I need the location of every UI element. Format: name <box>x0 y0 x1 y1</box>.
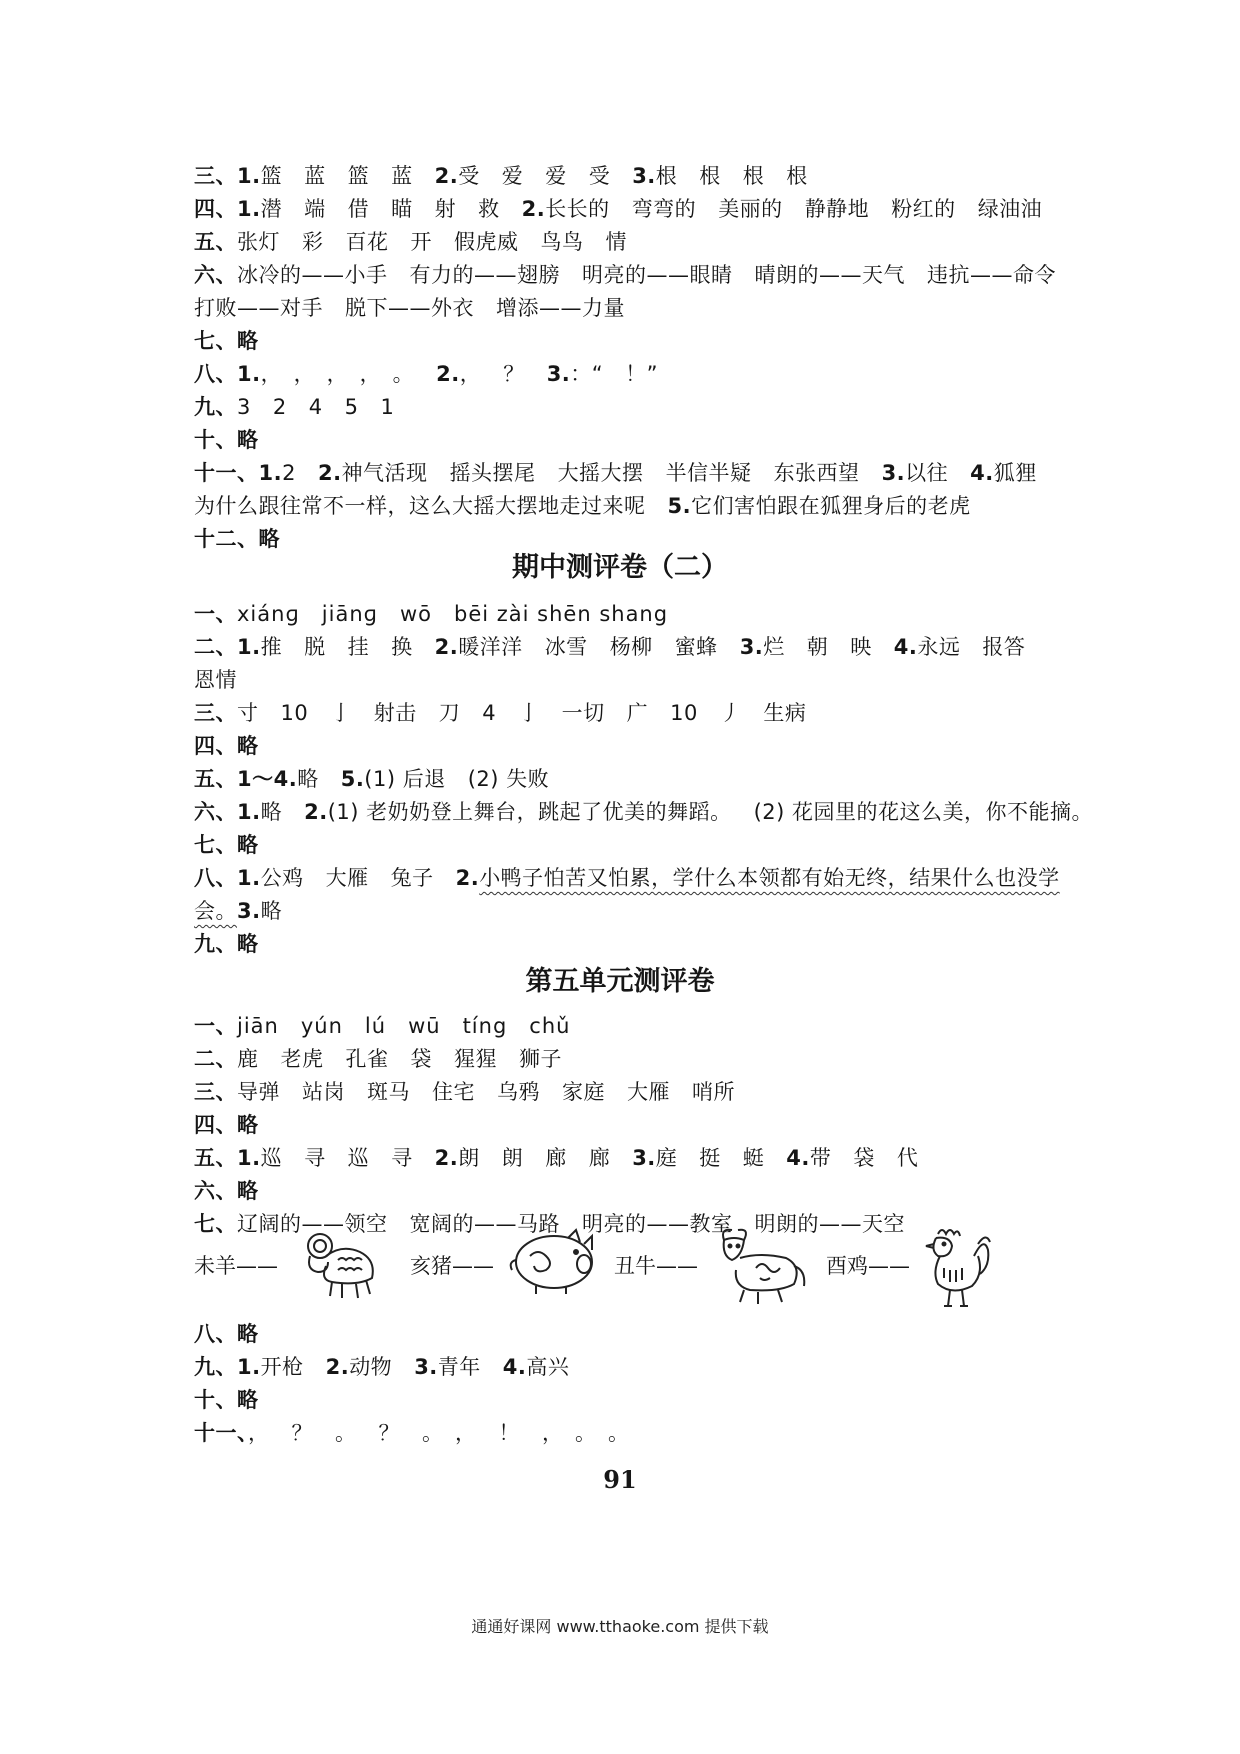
answer-token: 4 <box>482 701 497 725</box>
answer-line <box>194 490 1094 523</box>
sub-question-number: 2. <box>434 635 459 659</box>
answer-token: 百花 <box>345 230 389 254</box>
answer-token: 半信半疑 <box>665 461 752 485</box>
answer-token: 孔雀 <box>345 1047 389 1071</box>
answer-token: 映 <box>850 635 872 659</box>
answer-line <box>194 829 1094 862</box>
answer-line <box>194 193 1094 226</box>
answer-token: 家庭 <box>562 1080 605 1104</box>
answer-token: 住宅 <box>432 1080 475 1104</box>
answer-token: 站岗 <box>302 1080 345 1104</box>
answer-token: (1) 老奶奶登上舞台，跳起了优美的舞蹈。 <box>327 800 732 824</box>
answer-token: 略 <box>297 767 319 791</box>
answer-text: 四、略 <box>194 1113 259 1137</box>
answer-token: 狮子 <box>519 1047 562 1071</box>
answer-token: (2) 失败 <box>467 767 550 791</box>
answer-token: 蓝 <box>391 164 413 188</box>
answer-token: 生病 <box>763 701 807 725</box>
answer-token: ？ <box>378 1421 400 1445</box>
sub-question-number: 5. <box>340 767 365 791</box>
answer-token: 救 <box>478 197 500 221</box>
answer-line <box>194 631 1094 664</box>
answer-token: 寻 <box>304 1146 326 1170</box>
answer-line <box>194 1384 1094 1417</box>
answer-line <box>194 895 1094 928</box>
pinyin-answer: lú <box>364 1014 387 1038</box>
answer-token: 打败——对手 <box>194 296 323 320</box>
answer-token: (1) 后退 <box>364 767 446 791</box>
section-title: 第五单元测评卷 <box>525 966 715 997</box>
pinyin-answer: wō <box>399 602 432 626</box>
question-number: 七、 <box>194 1212 237 1236</box>
answer-token: 暖洋洋 <box>458 635 523 659</box>
question-number: 八、 <box>194 866 237 890</box>
section-title: 期中测评卷（二） <box>512 552 728 583</box>
answer-token: 鹿 <box>237 1047 259 1071</box>
answer-text: 十、略 <box>194 428 259 452</box>
question-number: 十一、 <box>194 461 259 485</box>
answer-token: 。 <box>608 1421 630 1445</box>
answer-token: 有力的——翅膀 <box>409 263 560 287</box>
answer-token: 摇头摆尾 <box>449 461 536 485</box>
answer-token: 略 <box>260 800 283 824</box>
zodiac-row <box>194 1226 1094 1306</box>
goat-icon <box>298 1226 382 1302</box>
answer-token: 篮 <box>260 164 283 188</box>
answer-token: 报答 <box>982 635 1026 659</box>
question-number: 二、 <box>194 635 237 659</box>
answer-token: 2 <box>282 461 296 485</box>
question-number: 十一、 <box>194 1421 248 1445</box>
answer-text: 十、略 <box>194 1388 259 1412</box>
answer-token: 根 <box>786 164 808 188</box>
answer-token: 庭 <box>655 1146 678 1170</box>
answer-token: 袋 <box>853 1146 875 1170</box>
answer-token: 10 <box>670 701 698 725</box>
answer-token: 瞄 <box>391 197 413 221</box>
answer-token: 冰雪 <box>544 635 588 659</box>
answer-token: ， <box>455 1421 477 1445</box>
sub-question-number: 3. <box>632 164 656 188</box>
answer-token: 烂 <box>763 635 785 659</box>
pig-icon <box>506 1226 598 1296</box>
answer-text: 八、略 <box>194 1322 259 1346</box>
answer-token: ， <box>359 362 371 386</box>
sub-question-number: 2. <box>317 461 342 485</box>
answer-token: 冰冷的——小手 <box>237 263 388 287</box>
question-number: 一、 <box>194 602 237 626</box>
answer-line <box>194 358 1094 391</box>
answer-token: 亅 <box>518 701 540 725</box>
answer-line <box>194 598 1094 631</box>
section-2 <box>194 598 1094 961</box>
sub-question-number: 3. <box>632 1146 656 1170</box>
answer-token: 根 <box>742 164 765 188</box>
sub-question-number: 1. <box>237 362 261 386</box>
answer-line <box>194 1076 1094 1109</box>
question-number: 六、 <box>194 263 237 287</box>
answer-token: 蜜蜂 <box>674 635 718 659</box>
answer-token: 东张西望 <box>773 461 860 485</box>
answer-token: 开 <box>410 230 432 254</box>
answer-token: 弯弯的 <box>631 197 697 221</box>
question-number: 八、 <box>194 362 237 386</box>
answer-token: 明亮的——教室 <box>582 1212 733 1236</box>
answer-token: ， <box>260 362 272 386</box>
section-3b <box>194 1318 1094 1450</box>
answer-token: 。 <box>392 362 415 386</box>
rooster-icon <box>922 1226 992 1310</box>
answer-token: 根 <box>699 164 721 188</box>
answer-token: 4 <box>308 395 323 419</box>
underlined-answer: 会。 <box>194 899 237 923</box>
answer-text: 七、略 <box>194 833 259 857</box>
answer-token: 大雁 <box>325 866 369 890</box>
answer-text: 九、略 <box>194 932 259 956</box>
sub-question-number: 1. <box>237 164 261 188</box>
answer-token: 代 <box>896 1146 919 1170</box>
answer-token: 推 <box>260 635 283 659</box>
answer-line <box>194 730 1094 763</box>
answer-token: 大雁 <box>627 1080 670 1104</box>
answer-token: 一切 <box>561 701 605 725</box>
sub-question-number: 1～4. <box>237 767 298 791</box>
answer-text: 七、略 <box>194 329 259 353</box>
sub-question-number: 4. <box>893 635 918 659</box>
answer-token: 广 <box>626 701 649 725</box>
section-1 <box>194 160 1094 556</box>
answer-token: 以往 <box>905 461 949 485</box>
answer-token: 青年 <box>437 1355 481 1379</box>
question-number: 九、 <box>194 1355 237 1379</box>
sub-question-number: 2. <box>434 1146 459 1170</box>
answer-token: 射 <box>434 197 457 221</box>
answer-text: 恩情 <box>194 668 237 692</box>
answer-token: 辽阔的——领空 <box>237 1212 388 1236</box>
answer-token: ， <box>542 1421 553 1445</box>
answer-token: 巡 <box>347 1146 370 1170</box>
sub-question-number: 1. <box>237 1146 261 1170</box>
answer-token: 廊 <box>588 1146 611 1170</box>
answer-token: 宽阔的——马路 <box>409 1212 560 1236</box>
answer-token: 朗 <box>501 1146 524 1170</box>
answer-token: 高兴 <box>526 1355 570 1379</box>
sub-question-number: 1. <box>237 1355 261 1379</box>
answer-line <box>194 325 1094 358</box>
answer-token: 5 <box>344 395 359 419</box>
zodiac-label: 丑牛—— <box>614 1254 698 1278</box>
answer-token: 斑马 <box>367 1080 410 1104</box>
answer-token: 脱 <box>304 635 326 659</box>
answer-line <box>194 1043 1094 1076</box>
answer-token: 挂 <box>347 635 370 659</box>
answer-line <box>194 391 1094 424</box>
answer-line <box>194 1351 1094 1384</box>
answer-token: 丿 <box>719 701 742 725</box>
answer-token: 明亮的——眼睛 <box>582 263 733 287</box>
sub-question-number: 2. <box>455 866 480 890</box>
answer-token: 蓝 <box>304 164 326 188</box>
sub-question-number: 1. <box>237 635 261 659</box>
answer-token: 根 <box>655 164 678 188</box>
answer-token: 张灯 <box>237 230 280 254</box>
answer-token: 情 <box>605 230 627 254</box>
answer-line <box>194 1010 1094 1043</box>
sub-question-number: 5. <box>667 494 692 518</box>
answer-token: 受 <box>458 164 480 188</box>
answer-line <box>194 259 1094 292</box>
answer-token: 兔子 <box>390 866 434 890</box>
question-number: 二、 <box>194 1047 237 1071</box>
sub-question-number: 2. <box>325 1355 350 1379</box>
sub-question-number: 4. <box>786 1146 810 1170</box>
underlined-answer: 小鸭子怕苦又怕累，学什么本领都有始无终，结果什么也没学 <box>479 866 1060 890</box>
pinyin-answer: bēi zài shēn shang <box>454 602 669 626</box>
answer-token: 10 <box>280 701 309 725</box>
answer-line <box>194 424 1094 457</box>
answer-token: 。 <box>335 1421 357 1445</box>
answer-token: 明朗的——天空 <box>754 1212 905 1236</box>
answer-line <box>194 862 1094 895</box>
answer-token: 长长的 <box>545 197 610 221</box>
answer-token: 假虎威 <box>454 230 519 254</box>
answer-token: 晴朗的——天气 <box>754 263 905 287</box>
footer-credit: 通通好课网 www.tthaoke.com 提供下载 <box>471 1617 769 1636</box>
answer-text: 六、略 <box>194 1179 259 1203</box>
answer-token: 哨所 <box>692 1080 735 1104</box>
sub-question-number: 3. <box>414 1355 438 1379</box>
answer-line <box>194 664 1094 697</box>
answer-token: 为什么跟往常不一样，这么大摇大摆地走过来呢 <box>194 494 646 518</box>
pinyin-answer: jiān <box>237 1014 279 1038</box>
answer-token: 朗 <box>458 1146 480 1170</box>
answer-token: 美丽的 <box>718 197 783 221</box>
answer-token: 端 <box>304 197 326 221</box>
answer-token: 寻 <box>391 1146 413 1170</box>
answer-token: 脱下——外衣 <box>345 296 474 320</box>
ox-icon <box>710 1226 810 1306</box>
answer-line <box>194 763 1094 796</box>
question-number: 五、 <box>194 230 237 254</box>
sub-question-number: 1. <box>237 866 261 890</box>
answer-token: 略 <box>260 899 283 923</box>
sub-question-number: 2. <box>304 800 328 824</box>
answer-text: 十二、略 <box>194 527 280 551</box>
answer-line <box>194 796 1094 829</box>
question-number: 五、 <box>194 767 237 791</box>
answer-token: 受 <box>588 164 611 188</box>
answer-line <box>194 1142 1094 1175</box>
answer-token: 袋 <box>410 1047 432 1071</box>
answer-token: 射击 <box>373 701 417 725</box>
sub-question-number: 2. <box>521 197 546 221</box>
question-number: 三、 <box>194 1080 237 1104</box>
answer-token: ：“ <box>570 362 604 386</box>
page-number: 91 <box>603 1465 637 1494</box>
question-number: 九、 <box>194 395 237 419</box>
answer-line <box>194 1175 1094 1208</box>
sub-question-number: 1. <box>258 461 283 485</box>
answer-token: ！” <box>625 362 659 386</box>
question-number: 三、 <box>194 164 237 188</box>
answer-token: 换 <box>391 635 413 659</box>
answer-token: ， <box>459 362 482 386</box>
sub-question-number: 3. <box>881 461 906 485</box>
answer-token: 朝 <box>806 635 829 659</box>
sub-question-number: 3. <box>546 362 571 386</box>
answer-token: 蜓 <box>742 1146 765 1170</box>
answer-token: ， <box>326 362 338 386</box>
question-number: 六、 <box>194 800 237 824</box>
answer-token: 2 <box>272 395 287 419</box>
sub-question-number: 2. <box>436 362 460 386</box>
pinyin-answer: xiánɡ <box>237 602 300 626</box>
answer-token: (2) 花园里的花这么美，你不能摘。 <box>753 800 1094 824</box>
answer-text: 四、略 <box>194 734 259 758</box>
pinyin-answer: tíng <box>462 1014 508 1038</box>
pinyin-answer: wū <box>408 1014 441 1038</box>
answer-token: 静静地 <box>804 197 870 221</box>
answer-token: 永远 <box>917 635 961 659</box>
answer-token: 3 <box>237 395 251 419</box>
question-number: 三、 <box>194 701 237 725</box>
answer-line <box>194 1417 1094 1450</box>
question-number: 一、 <box>194 1014 237 1038</box>
pinyin-answer: chǔ <box>529 1014 571 1038</box>
sub-question-number: 1. <box>237 800 261 824</box>
answer-token: 导弹 <box>237 1080 280 1104</box>
answer-token: 违抗——命令 <box>927 263 1056 287</box>
answer-token: 狐狸 <box>993 461 1037 485</box>
answer-token: 绿油油 <box>977 197 1043 221</box>
question-number: 五、 <box>194 1146 237 1170</box>
answer-token: 。 <box>422 1421 433 1445</box>
answer-line <box>194 226 1094 259</box>
answer-token: ？ <box>291 1421 313 1445</box>
answer-token: 大摇大摆 <box>557 461 644 485</box>
answer-token: ， <box>293 362 305 386</box>
answer-token: 潜 <box>260 197 283 221</box>
zodiac-label: 酉鸡—— <box>826 1254 910 1278</box>
sub-question-number: 4. <box>502 1355 527 1379</box>
answer-token: 乌鸦 <box>497 1080 540 1104</box>
answer-token: 公鸡 <box>260 866 304 890</box>
answer-line <box>194 697 1094 730</box>
answer-token: 1 <box>380 395 395 419</box>
answer-token: 鸟鸟 <box>540 230 584 254</box>
answer-token: 杨柳 <box>609 635 653 659</box>
sub-question-number: 1. <box>237 197 261 221</box>
answer-token: 廊 <box>545 1146 567 1170</box>
answer-line <box>194 457 1094 490</box>
answer-token: 巡 <box>260 1146 283 1170</box>
answer-token: 它们害怕跟在狐狸身后的老虎 <box>691 494 971 518</box>
sub-question-number: 3. <box>237 899 261 923</box>
sub-question-number: 4. <box>970 461 994 485</box>
answer-token: 刀 <box>438 701 461 725</box>
pinyin-answer: jiānɡ <box>321 602 378 626</box>
answer-token: 借 <box>347 197 370 221</box>
question-number: 四、 <box>194 197 237 221</box>
answer-token: 篮 <box>347 164 370 188</box>
answer-token: 神气活现 <box>341 461 428 485</box>
answer-token: 增添——力量 <box>496 296 625 320</box>
answer-token: 彩 <box>302 230 324 254</box>
answer-line <box>194 160 1094 193</box>
answer-token: 带 <box>809 1146 832 1170</box>
sub-question-number: 3. <box>739 635 764 659</box>
answer-token: 动物 <box>349 1355 393 1379</box>
answer-token: 寸 <box>237 701 259 725</box>
answer-line <box>194 1109 1094 1142</box>
answer-token: 粉红的 <box>891 197 956 221</box>
answer-token: ， <box>248 1421 270 1445</box>
section-3a <box>194 1010 1094 1241</box>
answer-token: ？ <box>503 362 525 386</box>
pinyin-answer: yún <box>300 1014 343 1038</box>
answer-token: ！ <box>498 1421 520 1445</box>
answer-token: 猩猩 <box>454 1047 497 1071</box>
answer-token: 。 <box>575 1421 586 1445</box>
answer-line <box>194 928 1094 961</box>
answer-line <box>194 292 1094 325</box>
answer-token: 老虎 <box>280 1047 324 1071</box>
answer-line <box>194 1318 1094 1351</box>
answer-token: 开枪 <box>260 1355 304 1379</box>
answer-token: 爱 <box>501 164 524 188</box>
answer-token: 亅 <box>330 701 352 725</box>
answer-token: 挺 <box>699 1146 721 1170</box>
answer-token: 爱 <box>545 164 567 188</box>
zodiac-label: 未羊—— <box>194 1254 278 1278</box>
sub-question-number: 2. <box>434 164 459 188</box>
zodiac-label: 亥猪—— <box>410 1254 494 1278</box>
